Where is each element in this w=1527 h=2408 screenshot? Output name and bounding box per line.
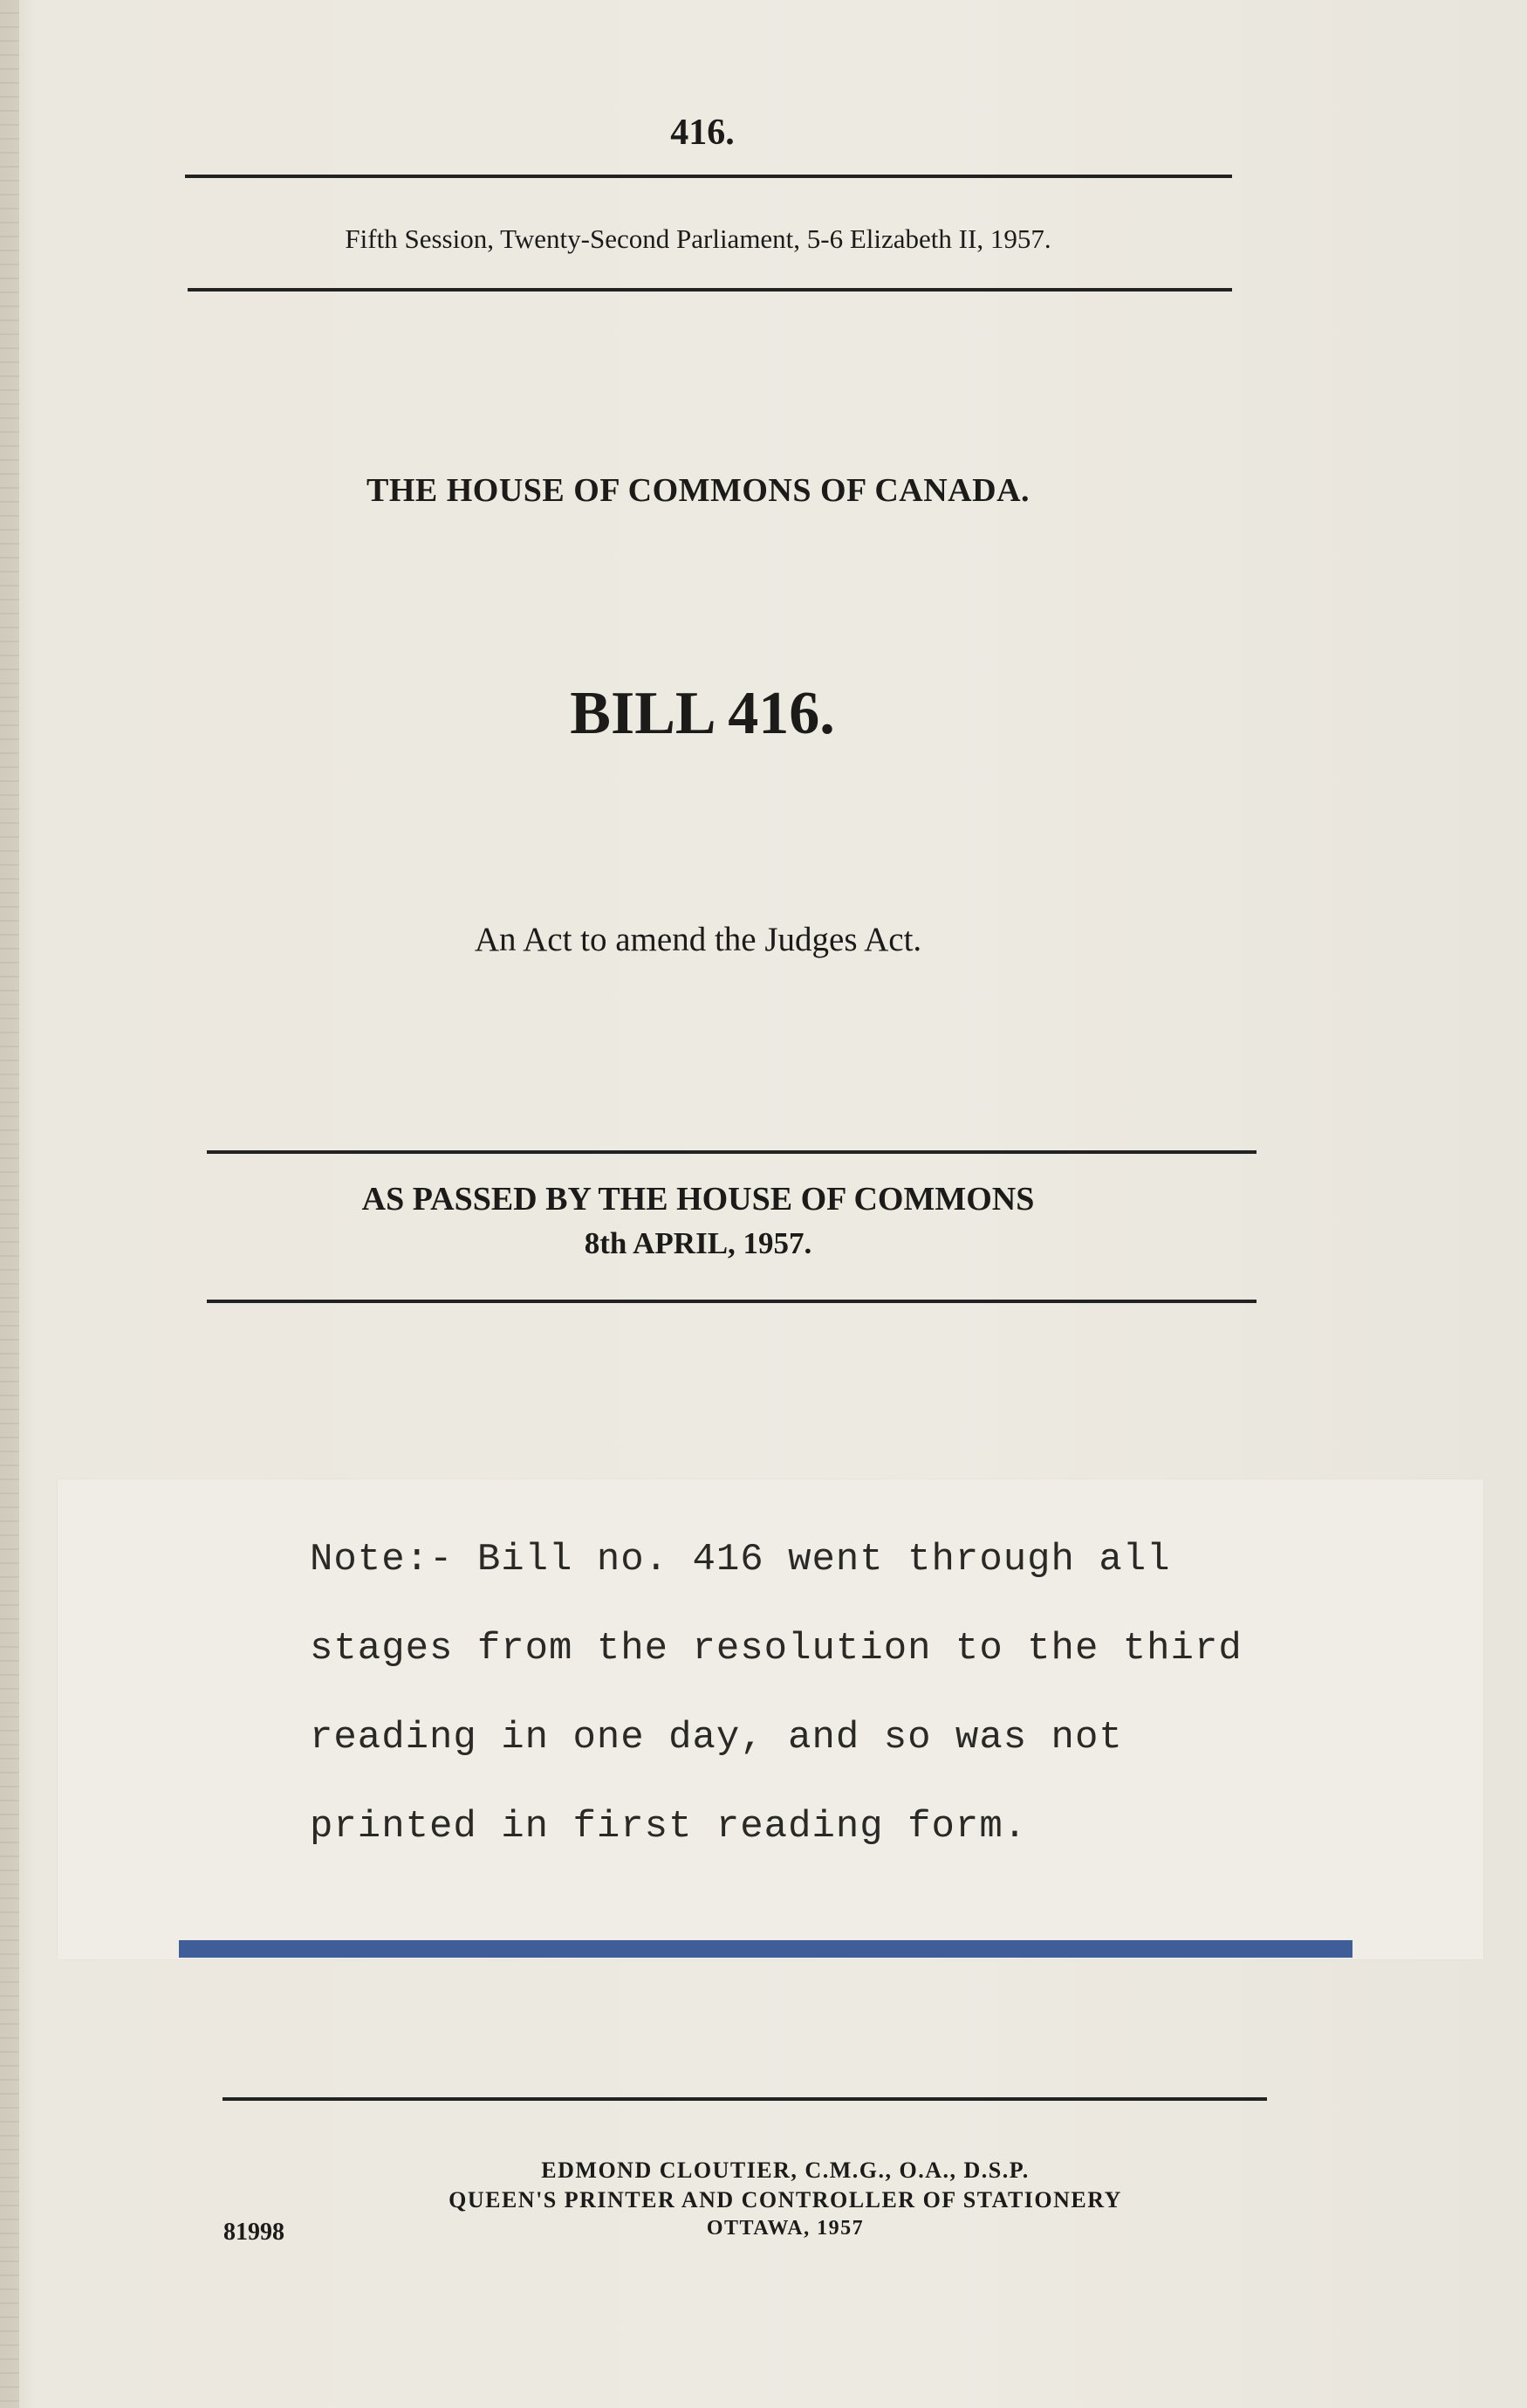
- passed-date: 8th APRIL, 1957.: [584, 1226, 812, 1260]
- session-line: Fifth Session, Twenty-Second Parliament, 5-6 Elizabeth II, 1957.: [345, 223, 1051, 254]
- printer-title: QUEEN'S PRINTER AND CONTROLLER OF STATIONERY: [449, 2187, 1122, 2212]
- passed-top-rule: [207, 1150, 1257, 1154]
- print-code: 81998: [223, 2219, 284, 2246]
- note-line-2: stages from the resolution to the third: [310, 1627, 1243, 1671]
- note-line-1: Note:- Bill no. 416 went through all: [310, 1538, 1171, 1581]
- note-line-4: printed in first reading form.: [310, 1805, 1028, 1849]
- session-rule: [188, 288, 1232, 292]
- passed-bottom-rule: [207, 1300, 1257, 1303]
- printer-name: EDMOND CLOUTIER, C.M.G., O.A., D.S.P.: [541, 2158, 1030, 2183]
- top-rule: [185, 175, 1232, 178]
- footer-rule: [223, 2097, 1267, 2101]
- house-heading: THE HOUSE OF COMMONS OF CANADA.: [366, 472, 1031, 509]
- printer-location: OTTAWA, 1957: [706, 2217, 865, 2240]
- accent-bar: [179, 1940, 1352, 1958]
- act-title: An Act to amend the Judges Act.: [474, 921, 922, 958]
- note-line-3: reading in one day, and so was not: [310, 1716, 1123, 1760]
- bill-title: BILL 416.: [570, 680, 835, 747]
- page-number: 416.: [670, 113, 735, 153]
- passed-statement: AS PASSED BY THE HOUSE OF COMMONS: [361, 1181, 1035, 1218]
- binding-edge: [0, 0, 19, 2408]
